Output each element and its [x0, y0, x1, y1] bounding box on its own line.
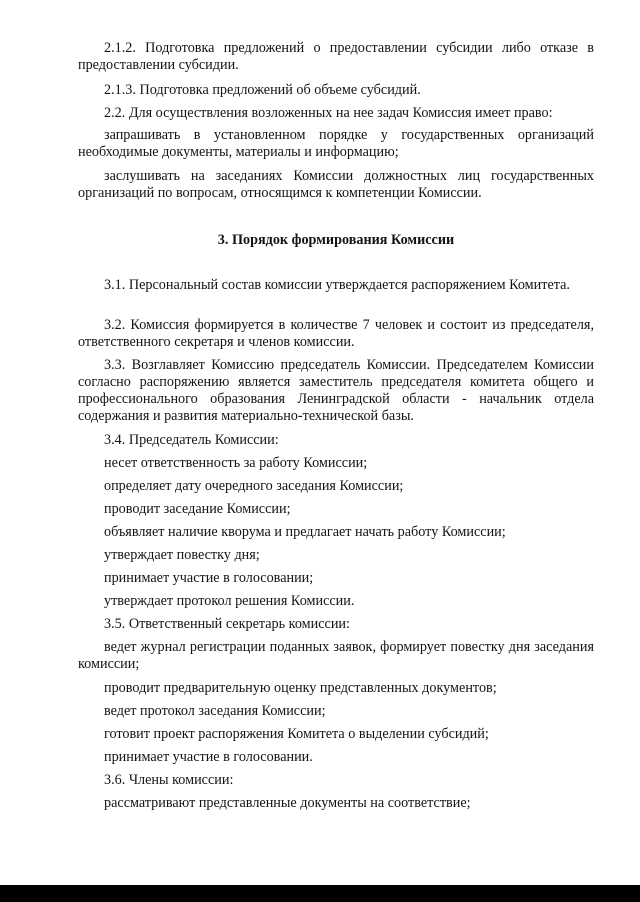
list-item: объявляет наличие кворума и предлагает начать работу Комиссии; — [104, 524, 506, 540]
list-item: ведет журнал регистрации поданных заявок, формирует повестку дня заседания комиссии; — [78, 639, 594, 672]
list-item: определяет дату очередного заседания Комиссии; — [104, 478, 404, 494]
list-item: готовит проект распоряжения Комитета о выделении субсидий; — [104, 726, 489, 742]
section-heading: 3. Порядок формирования Комиссии — [217, 232, 455, 248]
paragraph-3-3: 3.3. Возглавляет Комиссию председатель Комиссии. Председателем Комиссии согласно распоряжению является заместитель председателя комитета общего и профессионального образования Ленинградской области - начальник отдела содержания и развития материально-технической базы. — [78, 357, 594, 424]
paragraph-2-1-2: 2.1.2. Подготовка предложений о предоставлении субсидии либо отказе в предоставлении субсидии. — [78, 40, 594, 73]
list-item: проводит предварительную оценку представленных документов; — [104, 680, 497, 696]
paragraph-right-hear: заслушивать на заседаниях Комиссии должностных лиц государственных организаций по вопросам, относящимся к компетенции Комиссии. — [78, 168, 594, 201]
list-item: рассматривают представленные документы на соответствие; — [104, 795, 471, 811]
list-item: утверждает повестку дня; — [104, 547, 260, 563]
paragraph-3-1: 3.1. Персональный состав комиссии утверждается распоряжением Комитета. — [104, 277, 570, 293]
paragraph-3-4: 3.4. Председатель Комиссии: — [104, 432, 279, 448]
paragraph-3-5: 3.5. Ответственный секретарь комиссии: — [104, 616, 350, 632]
paragraph-2-1-3: 2.1.3. Подготовка предложений об объеме субсидий. — [104, 82, 421, 98]
list-item: проводит заседание Комиссии; — [104, 501, 291, 517]
list-item: принимает участие в голосовании; — [104, 570, 314, 586]
list-item: принимает участие в голосовании. — [104, 749, 313, 765]
paragraph-3-2: 3.2. Комиссия формируется в количестве 7 человек и состоит из председателя, ответственного секретаря и членов комиссии. — [78, 317, 594, 350]
paragraph-3-6: 3.6. Члены комиссии: — [104, 772, 234, 788]
list-item: утверждает протокол решения Комиссии. — [104, 593, 355, 609]
paragraph-2-2: 2.2. Для осуществления возложенных на нее задач Комиссия имеет право: — [104, 105, 553, 121]
scan-edge-bar — [0, 885, 640, 902]
paragraph-right-request: запрашивать в установленном порядке у государственных организаций необходимые документы, материалы и информацию; — [78, 127, 594, 160]
list-item: несет ответственность за работу Комиссии; — [104, 455, 368, 471]
list-item: ведет протокол заседания Комиссии; — [104, 703, 326, 719]
